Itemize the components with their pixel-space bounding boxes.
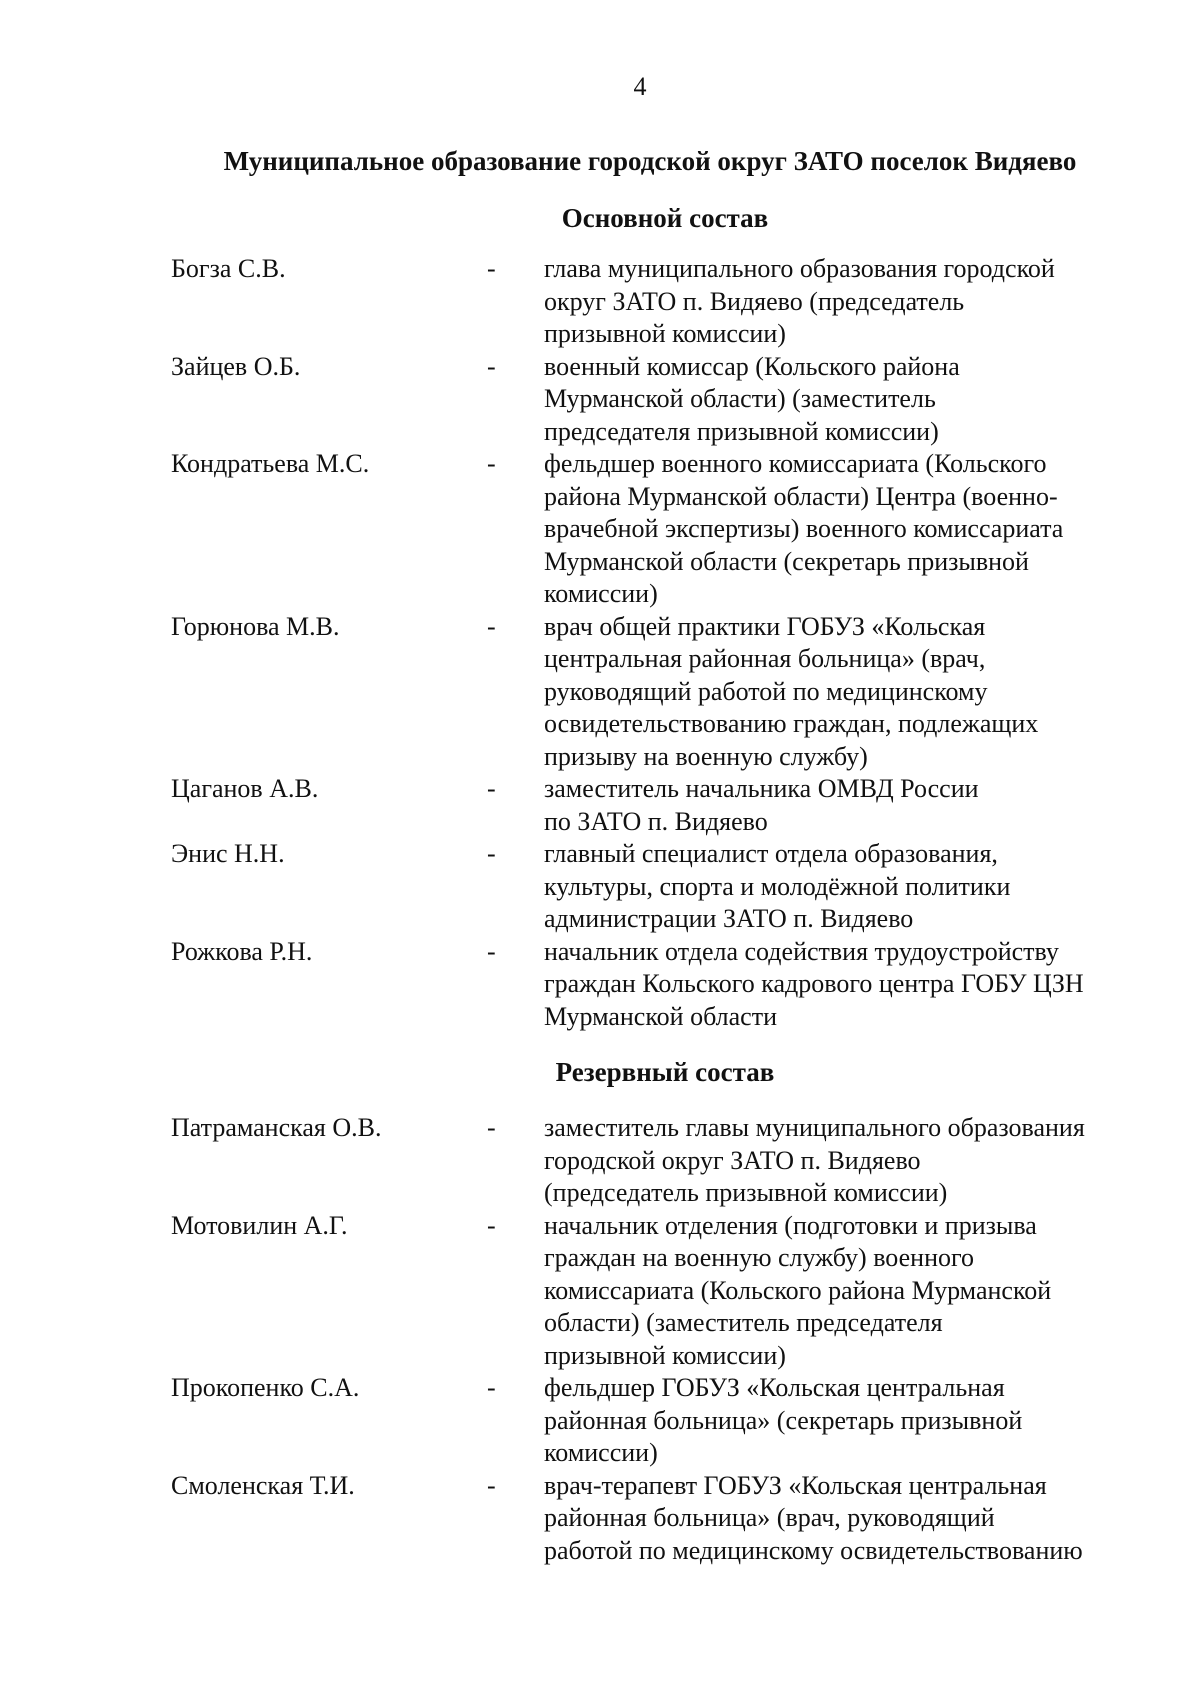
member-role: врач-терапевт ГОБУЗ «Кольская центральная районная больница» (врач, руководящий работой по медицинскому освидетельствованию [544, 1470, 1083, 1565]
member-name: Патраманская О.В. [171, 1113, 382, 1142]
dash-separator: - [487, 611, 496, 641]
member-row [171, 936, 1171, 1034]
member-name: Зайцев О.Б. [171, 351, 301, 381]
member-role: начальник отдела содействия трудоустройству граждан Кольского кадрового центра ГОБУ ЦЗН Мурманской области [544, 936, 1084, 1031]
member-row [171, 1112, 1171, 1210]
member-list-main [171, 253, 1171, 1033]
member-name: Кондратьева М.С. [171, 449, 370, 478]
member-role: фельдшер военного комиссариата (Кольского района Мурманской области) Центра (военно- врачебной экспертизы) военного комиссариата Мурманской области (секретарь призывной комиссии) [544, 449, 1064, 608]
member-row [171, 1470, 1171, 1568]
member-name: Прокопенко С.А. [171, 1373, 360, 1402]
member-role: фельдшер ГОБУЗ «Кольская центральная районная больница» (секретарь призывной комиссии) [544, 1373, 1023, 1467]
dash-separator: - [487, 1373, 496, 1402]
member-role: глава муниципального образования городской округ ЗАТО п. Видяево (председатель призывной комиссии) [544, 254, 1055, 348]
member-name: Горюнова М.В. [171, 611, 340, 641]
dash-separator: - [487, 774, 496, 803]
dash-separator: - [487, 936, 496, 966]
member-role: заместитель начальника ОМВД России по ЗАТО п. Видяево [544, 774, 979, 836]
member-role: главный специалист отдела образования, культуры, спорта и молодёжной политики администрации ЗАТО п. Видяево [544, 839, 1011, 933]
dash-separator: - [487, 1470, 496, 1500]
member-row [171, 351, 1171, 449]
member-row [171, 611, 1171, 774]
member-name: Богза С.В. [171, 254, 286, 283]
dash-separator: - [487, 449, 496, 478]
member-row [171, 253, 1171, 351]
member-row [171, 1210, 1171, 1373]
member-row [171, 838, 1171, 936]
member-name: Рожкова Р.Н. [171, 936, 313, 966]
dash-separator: - [487, 1210, 496, 1240]
member-name: Цаганов А.В. [171, 774, 319, 803]
member-row [171, 448, 1171, 611]
member-name: Мотовилин А.Г. [171, 1210, 348, 1240]
member-row [171, 773, 1171, 838]
document-title: Муниципальное образование городской округ ЗАТО поселок Видяево [223, 146, 1077, 176]
member-role: начальник отделения (подготовки и призыва граждан на военную службу) военного комиссариата (Кольского района Мурманской области) (заместитель председателя призывной комиссии) [544, 1210, 1052, 1370]
member-row [171, 1372, 1171, 1470]
member-list-reserve [171, 1112, 1171, 1567]
dash-separator: - [487, 351, 496, 381]
dash-separator: - [487, 1113, 496, 1142]
member-role: заместитель главы муниципального образования городской округ ЗАТО п. Видяево (председатель призывной комиссии) [544, 1113, 1085, 1207]
page-number: 4 [633, 72, 647, 101]
section-heading-reserve: Резервный состав [555, 1057, 775, 1087]
dash-separator: - [487, 254, 496, 283]
member-name: Энис Н.Н. [171, 839, 285, 868]
member-role: врач общей практики ГОБУЗ «Кольская центральная районная больница» (врач, руководящий работой по медицинскому освидетельствованию граждан, подлежащих призыву на военную службу) [544, 611, 1039, 771]
section-heading-main: Основной состав [561, 203, 769, 233]
dash-separator: - [487, 839, 496, 868]
member-name: Смоленская Т.И. [171, 1470, 355, 1500]
member-role: военный комиссар (Кольского района Мурманской области) (заместитель председателя призывной комиссии) [544, 351, 960, 446]
